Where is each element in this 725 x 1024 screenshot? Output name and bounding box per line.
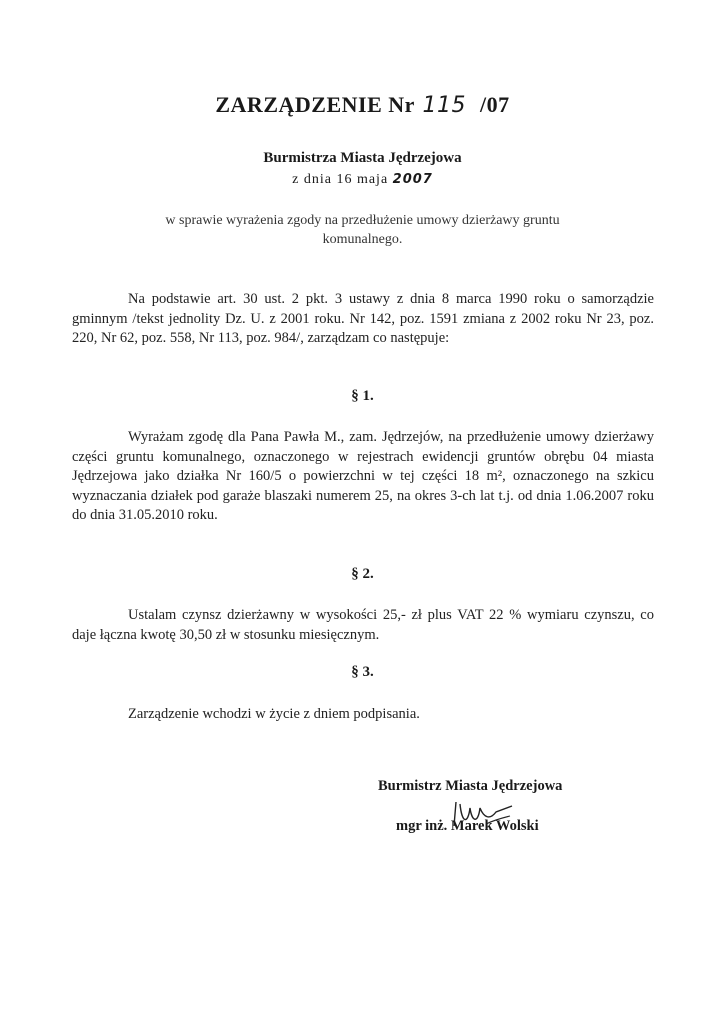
subject-line-1: w sprawie wyrażenia zgody na przedłużenie umowy dzierżawy gruntu <box>165 213 560 228</box>
legal-basis-text: Na podstawie art. 30 ust. 2 pkt. 3 ustawy z dnia 8 marca 1990 roku o samorządzie gminnym /tekst jednolity Dz. U. z 2001 roku. Nr 142, poz. 1591 zmiana z 2002 roku Nr 23, poz. 220, Nr 62, poz. 558, Nr 113, poz. 984/, zarządzam co następuje: <box>72 291 654 347</box>
section-3-heading: § 3. <box>351 664 374 680</box>
title-prefix: ZARZĄDZENIE Nr <box>215 92 415 117</box>
document-title <box>0 92 725 118</box>
legal-basis <box>72 290 654 349</box>
document-date <box>0 172 725 188</box>
subject-line-2: komunalnego. <box>322 232 403 247</box>
section-1-body <box>72 428 654 526</box>
section-2-body <box>72 606 654 645</box>
title-suffix: /07 <box>480 92 510 117</box>
section-1-text: Wyrażam zgodę dla Pana Pawła M., zam. Jędrzejów, na przedłużenie umowy dzierżawy części gruntu komunalnego, oznaczonego w rejestrach ewidencji gruntów obrębu 04 miasta Jędrzejowa jako działka Nr 160/5 o powierzchni w tej części 18 m², oznaczonego na szkicu wyznaczania działek pod garaże blaszaki numerem 25, na okres 3-ch lat t.j. od dnia 1.06.2007 roku do dnia 31.05.2010 roku. <box>72 429 654 524</box>
section-1-heading: § 1. <box>351 388 374 404</box>
date-handwritten: 2007 <box>392 172 433 187</box>
title-number-handwritten: 115 <box>422 93 466 118</box>
section-3-text: Zarządzenie wchodzi w życie z dniem podpisania. <box>128 706 420 722</box>
signature-office: Burmistrz Miasta Jędrzejowa <box>378 778 563 794</box>
section-3-body <box>72 705 654 725</box>
signature-name: mgr inż. Marek Wolski <box>396 818 539 834</box>
date-prefix: z dnia 16 maja <box>292 172 389 187</box>
section-2-heading: § 2. <box>351 566 374 582</box>
issuer: Burmistrza Miasta Jędrzejowa <box>263 150 462 166</box>
section-2-text: Ustalam czynsz dzierżawny w wysokości 25,- zł plus VAT 22 % wymiaru czynszu, co daje łączna kwotę 30,50 zł w stosunku miesięcznym. <box>72 607 654 643</box>
